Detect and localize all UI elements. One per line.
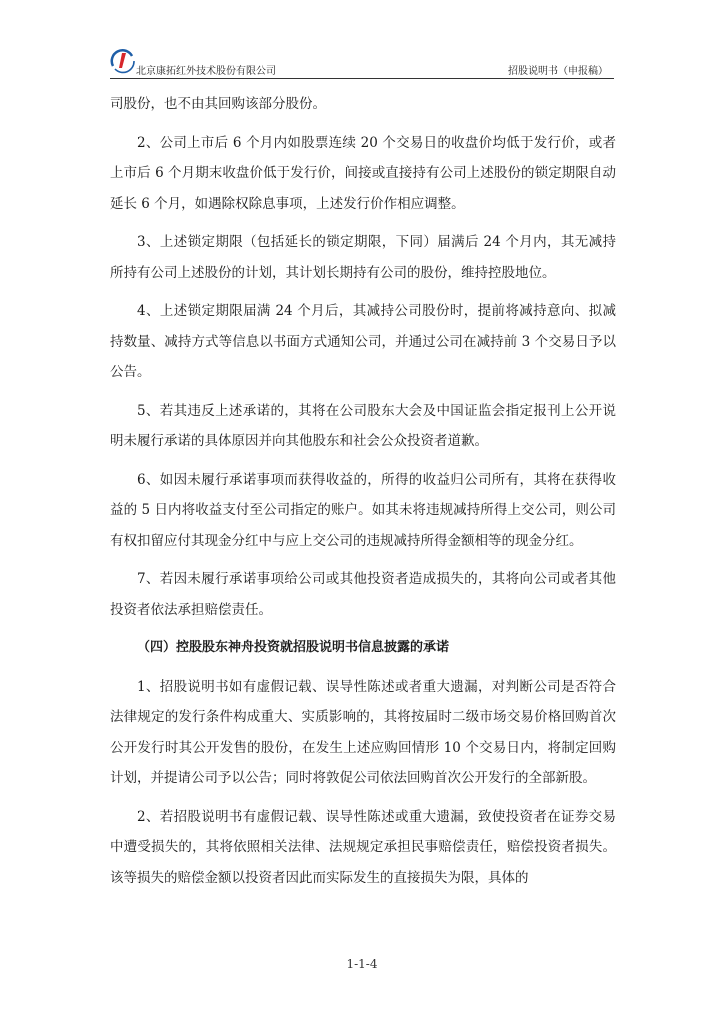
document-body: [110, 89, 616, 901]
paragraph-commitment-1: 1、招股说明书如有虚假记载、误导性陈述或者重大遗漏，对判断公司是否符合法律规定的发行条件构成重大、实质影响的，其将按届时二级市场交易价格回购首次公开发行时其公开发售的股份，在发生上述应购回情形 10 个交易日内，将制定回购计划，并提请公司予以公告；同时将敦促公司依法回购首次公开发行的全部新股。: [110, 678, 616, 786]
company-name: 北京康拓红外技术股份有限公司: [136, 66, 276, 77]
paragraph-item-5: 5、若其违反上述承诺的，其将在公司股东大会及中国证监会指定报刊上公开说明未履行承诺的具体原因并向其他股东和社会公众投资者道歉。: [110, 402, 616, 449]
document-title: 招股说明书（申报稿）: [508, 66, 608, 77]
paragraph-item-3: 3、上述锁定期限（包括延长的锁定期限，下同）届满后 24 个月内，其无减持所持有公司上述股份的计划，其计划长期持有公司的股份，维持控股地位。: [110, 234, 616, 281]
page-number: 1-1-4: [346, 957, 378, 971]
paragraph-item-6: 6、如因未履行承诺事项而获得收益的，所得的收益归公司所有，其将在获得收益的 5 日内将收益支付至公司指定的账户。如其未将违规减持所得上交公司，则公司有权扣留应付其现金分红中与应上交公司的违规减持所得金额相等的现金分红。: [110, 471, 616, 549]
paragraph-item-7: 7、若因未履行承诺事项给公司或其他投资者造成损失的，其将向公司或者其他投资者依法承担赔偿责任。: [110, 571, 616, 618]
section-heading: （四）控股股东神舟投资就招股说明书信息披露的承诺: [137, 640, 450, 655]
company-logo-icon: [110, 48, 136, 74]
paragraph-continuation: 司股份，也不由其回购该部分股份。: [110, 96, 326, 112]
page-header: [110, 48, 614, 79]
paragraph-commitment-2: 2、若招股说明书有虚假记载、误导性陈述或重大遗漏，致使投资者在证券交易中遭受损失的，其将依照相关法律、法规规定承担民事赔偿责任，赔偿投资者损失。该等损失的赔偿金额以投资者因此而实际发生的直接损失为限，具体的: [110, 808, 616, 886]
paragraph-item-2: 2、公司上市后 6 个月内如股票连续 20 个交易日的收盘价均低于发行价，或者上市后 6 个月期末收盘价低于发行价，间接或直接持有公司上述股份的锁定期限自动延长 6 个月，如遇除权除息事项，上述发行价作相应调整。: [110, 134, 616, 212]
paragraph-item-4: 4、上述锁定期限届满 24 个月后，其减持公司股份时，提前将减持意向、拟减持数量、减持方式等信息以书面方式通知公司，并通过公司在减持前 3 个交易日予以公告。: [110, 303, 616, 380]
